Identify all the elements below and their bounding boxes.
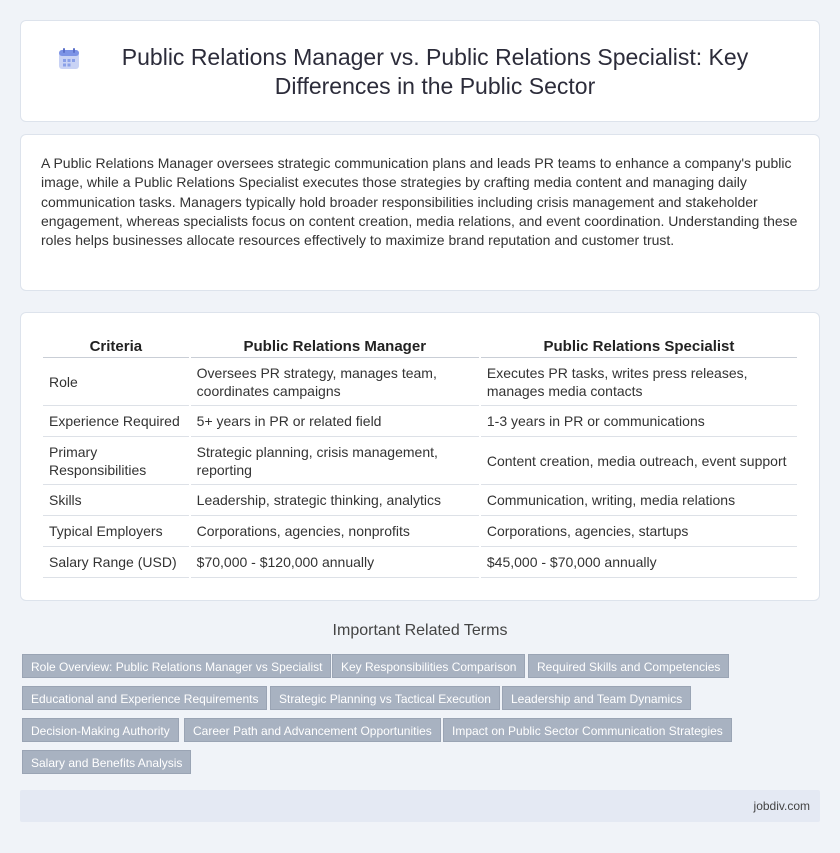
related-terms-title: Important Related Terms (332, 622, 508, 639)
table-header-row (43, 333, 797, 358)
footer-site-link[interactable]: jobdiv.com (753, 799, 810, 813)
table-row (43, 437, 797, 485)
header-specialist: Public Relations Specialist (481, 333, 797, 358)
table-cell: 5+ years in PR or related field (191, 406, 479, 437)
related-tag[interactable]: Decision-Making Authority (22, 718, 179, 742)
table-cell: Typical Employers (43, 516, 189, 547)
related-tag[interactable]: Strategic Planning vs Tactical Execution (270, 686, 500, 710)
table-cell: Leadership, strategic thinking, analytics (191, 485, 479, 516)
page-title: Public Relations Manager vs. Public Relations Specialist: Key Differences in the Public Sector (121, 44, 749, 99)
table-cell: Communication, writing, media relations (481, 485, 797, 516)
footer (20, 790, 820, 822)
related-tag[interactable]: Educational and Experience Requirements (22, 686, 267, 710)
intro-paragraph: A Public Relations Manager oversees strategic communication plans and leads PR teams to enhance a company's public image, while a Public Relations Specialist executes those strategies by crafting media content and managing daily communication tasks. Managers typically hold broader responsibilities including crisis management and stakeholder engagement, whereas specialists focus on content creation, media relations, and event coordination. Understanding these roles helps businesses allocate resources effectively to maximize brand reputation and customer trust. (41, 155, 798, 249)
table-cell: Experience Required (43, 406, 189, 437)
table-cell: $70,000 - $120,000 annually (191, 547, 479, 578)
related-tag[interactable]: Career Path and Advancement Opportunities (184, 718, 441, 742)
comparison-table (41, 333, 799, 578)
table-cell: 1-3 years in PR or communications (481, 406, 797, 437)
table-cell: Oversees PR strategy, manages team, coordinates campaigns (191, 358, 479, 406)
table-row (43, 406, 797, 437)
table-row (43, 358, 797, 406)
related-tag[interactable]: Required Skills and Competencies (528, 654, 729, 678)
related-tag[interactable]: Salary and Benefits Analysis (22, 750, 191, 774)
related-tag[interactable]: Role Overview: Public Relations Manager vs Specialist (22, 654, 331, 678)
table-cell: Corporations, agencies, nonprofits (191, 516, 479, 547)
related-tag[interactable]: Impact on Public Sector Communication Strategies (443, 718, 732, 742)
intro-card (20, 134, 820, 291)
table-cell: Primary Responsibilities (43, 437, 189, 485)
related-tag[interactable]: Leadership and Team Dynamics (502, 686, 691, 710)
table-cell: $45,000 - $70,000 annually (481, 547, 797, 578)
table-row (43, 516, 797, 547)
table-cell: Executes PR tasks, writes press releases, manages media contacts (481, 358, 797, 406)
header-manager: Public Relations Manager (191, 333, 479, 358)
header-criteria: Criteria (43, 333, 189, 358)
table-row (43, 547, 797, 578)
table-cell: Strategic planning, crisis management, reporting (191, 437, 479, 485)
table-cell: Salary Range (USD) (43, 547, 189, 578)
table-cell: Skills (43, 485, 189, 516)
table-cell: Content creation, media outreach, event support (481, 437, 797, 485)
table-row (43, 485, 797, 516)
comparison-card (20, 312, 820, 601)
table-cell: Role (43, 358, 189, 406)
table-cell: Corporations, agencies, startups (481, 516, 797, 547)
related-tag[interactable]: Key Responsibilities Comparison (332, 654, 525, 678)
title-card (20, 20, 820, 122)
